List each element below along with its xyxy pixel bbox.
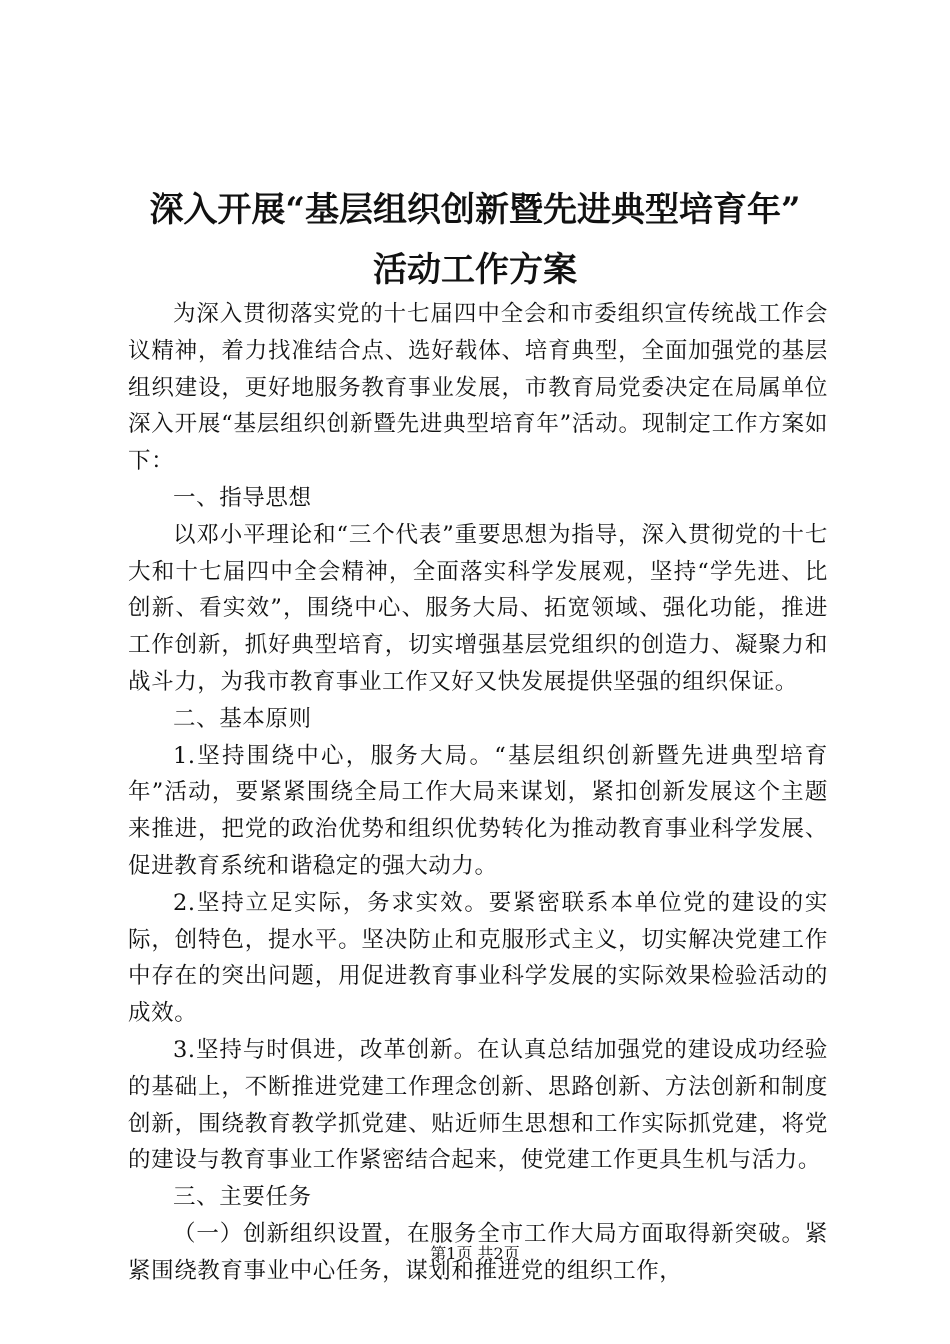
document-body <box>128 296 828 1290</box>
document-title-line-2: 活动工作方案 <box>373 250 577 290</box>
principle-1-paragraph: 1.坚持围绕中心，服务大局。“基层组织创新暨先进典型培育年”活动，要紧紧围绕全局工作大局来谋划，紧扣创新发展这个主题来推进，把党的政治优势和组织优势转化为推动教育事业科学发展、促进教育系统和谐稳定的强大动力。 <box>128 742 828 879</box>
task-1-paragraph: （一）创新组织设置，在服务全市工作大局方面取得新突破。紧紧围绕教育事业中心任务，谋划和推进党的组织工作， <box>128 1220 828 1284</box>
section-heading-main-tasks: 三、主要任务 <box>173 1184 312 1211</box>
document-title-line-1: 深入开展“基层组织创新暨先进典型培育年” <box>149 190 801 230</box>
section-heading-basic-principles: 二、基本原则 <box>173 705 312 732</box>
section-heading-guiding-ideology: 一、指导思想 <box>173 484 312 511</box>
page-footer: 第1页 共2页 <box>430 1244 520 1263</box>
principle-2-paragraph: 2.坚持立足实际，务求实效。要紧密联系本单位党的建设的实际，创特色，提水平。坚决防止和克服形式主义，切实解决党建工作中存在的突出问题，用促进教育事业科学发展的实际效果检验活动的成效。 <box>128 889 828 1027</box>
intro-paragraph: 为深入贯彻落实党的十七届四中全会和市委组织宣传统战工作会议精神，着力找准结合点、选好载体、培育典型，全面加强党的基层组织建设，更好地服务教育事业发展，市教育局党委决定在局属单位深入开展“基层组织创新暨先进典型培育年”活动。现制定工作方案如下： <box>128 301 828 475</box>
principle-3-paragraph: 3.坚持与时俱进，改革创新。在认真总结加强党的建设成功经验的基础上，不断推进党建工作理念创新、思路创新、方法创新和制度创新，围绕教育教学抓党建、贴近师生思想和工作实际抓党建，将党的建设与教育事业工作紧密结合起来，使党建工作更具生机与活力。 <box>128 1036 828 1174</box>
guiding-ideology-paragraph: 以邓小平理论和“三个代表”重要思想为指导，深入贯彻党的十七大和十七届四中全会精神，全面落实科学发展观，坚持“学先进、比创新、看实效”，围绕中心、服务大局、拓宽领域、强化功能，推进工作创新，抓好典型培育，切实增强基层党组织的创造力、凝聚力和战斗力，为我市教育事业工作又好又快发展提供坚强的组织保证。 <box>128 521 828 695</box>
